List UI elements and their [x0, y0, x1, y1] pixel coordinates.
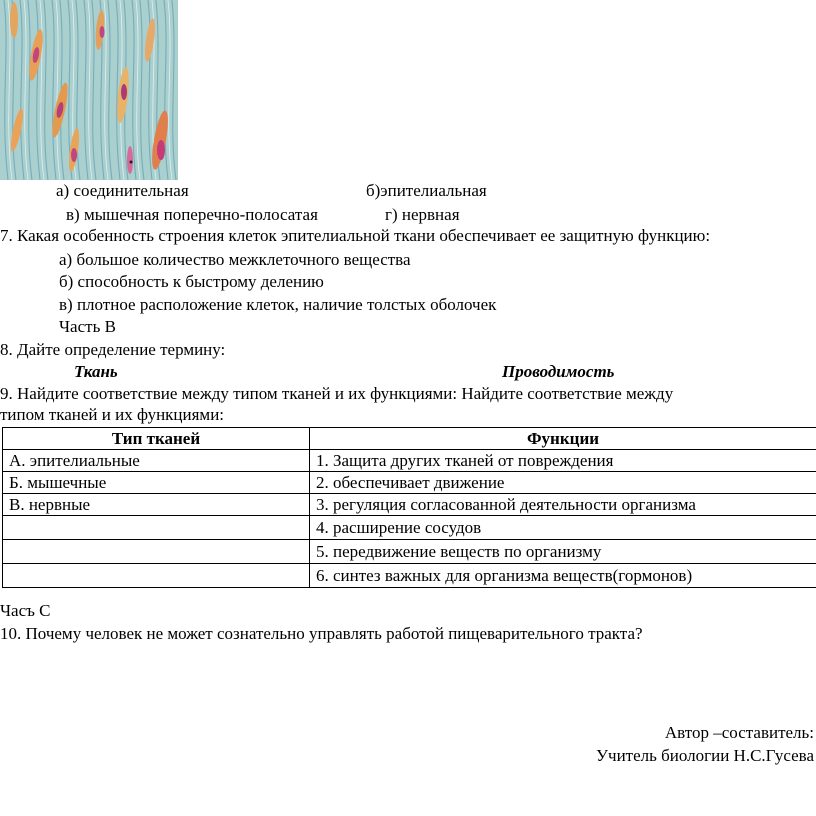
q9-question-line2: типом тканей и их функциями: [0, 405, 225, 424]
part-b-heading: Часть В [59, 317, 116, 336]
table-cell-function: 5. передвижение веществ по организму [310, 540, 816, 564]
table-cell-tissue [3, 564, 310, 588]
q7-question: 7. Какая особенность строения клеток эпителиальной ткани обеспечивает ее защитную функцию: [0, 226, 711, 245]
table-cell-function: 4. расширение сосудов [310, 516, 816, 540]
table-cell-tissue: Б. мышечные [3, 472, 310, 494]
table-cell-tissue: В. нервные [3, 494, 310, 516]
q7-option-b: б) способность к быстрому делению [59, 272, 324, 291]
table-cell-tissue [3, 516, 310, 540]
table-cell-function: 3. регуляция согласованной деятельности организма [310, 494, 816, 516]
q8-term-tissue: Ткань [74, 362, 118, 381]
q6-option-g: г) нервная [385, 205, 460, 224]
q6-option-b: б)эпителиальная [366, 181, 487, 200]
q7-option-a: а) большое количество межклеточного вещества [59, 250, 411, 269]
table-cell-tissue [3, 540, 310, 564]
matching-table [2, 427, 816, 588]
author-title: Автор –составитель: [664, 723, 814, 742]
q8-question: 8. Дайте определение термину: [0, 340, 226, 359]
q6-option-v: в) мышечная поперечно-полосатая [66, 205, 318, 224]
author-name: Учитель биологии Н.С.Гусева [595, 746, 814, 765]
table-row [3, 450, 816, 472]
table-cell-function: 1. Защита других тканей от повреждения [310, 450, 816, 472]
q6-option-a: а) соединительная [56, 181, 189, 200]
table-header-functions: Функции [310, 428, 816, 450]
table-row [3, 540, 816, 564]
table-cell-tissue: А. эпителиальные [3, 450, 310, 472]
table-cell-function: 6. синтез важных для организма веществ(гормонов) [310, 564, 816, 588]
table-cell-function: 2. обеспечивает движение [310, 472, 816, 494]
q10-question: 10. Почему человек не может сознательно управлять работой пищеварительного тракта? [0, 624, 643, 643]
q7-option-v: в) плотное расположение клеток, наличие толстых оболочек [59, 295, 497, 314]
table-header-row [3, 428, 816, 450]
table-row [3, 494, 816, 516]
table-header-tissue-type: Тип тканей [3, 428, 310, 450]
q9-question-line1: 9. Найдите соответствие между типом тканей и их функциями: Найдите соответствие между [0, 384, 674, 403]
muscle-tissue-image [0, 0, 178, 180]
part-c-heading: Часъ С [0, 601, 51, 620]
table-row [3, 516, 816, 540]
table-row [3, 564, 816, 588]
q8-term-conductivity: Проводимость [502, 362, 615, 381]
table-row [3, 472, 816, 494]
